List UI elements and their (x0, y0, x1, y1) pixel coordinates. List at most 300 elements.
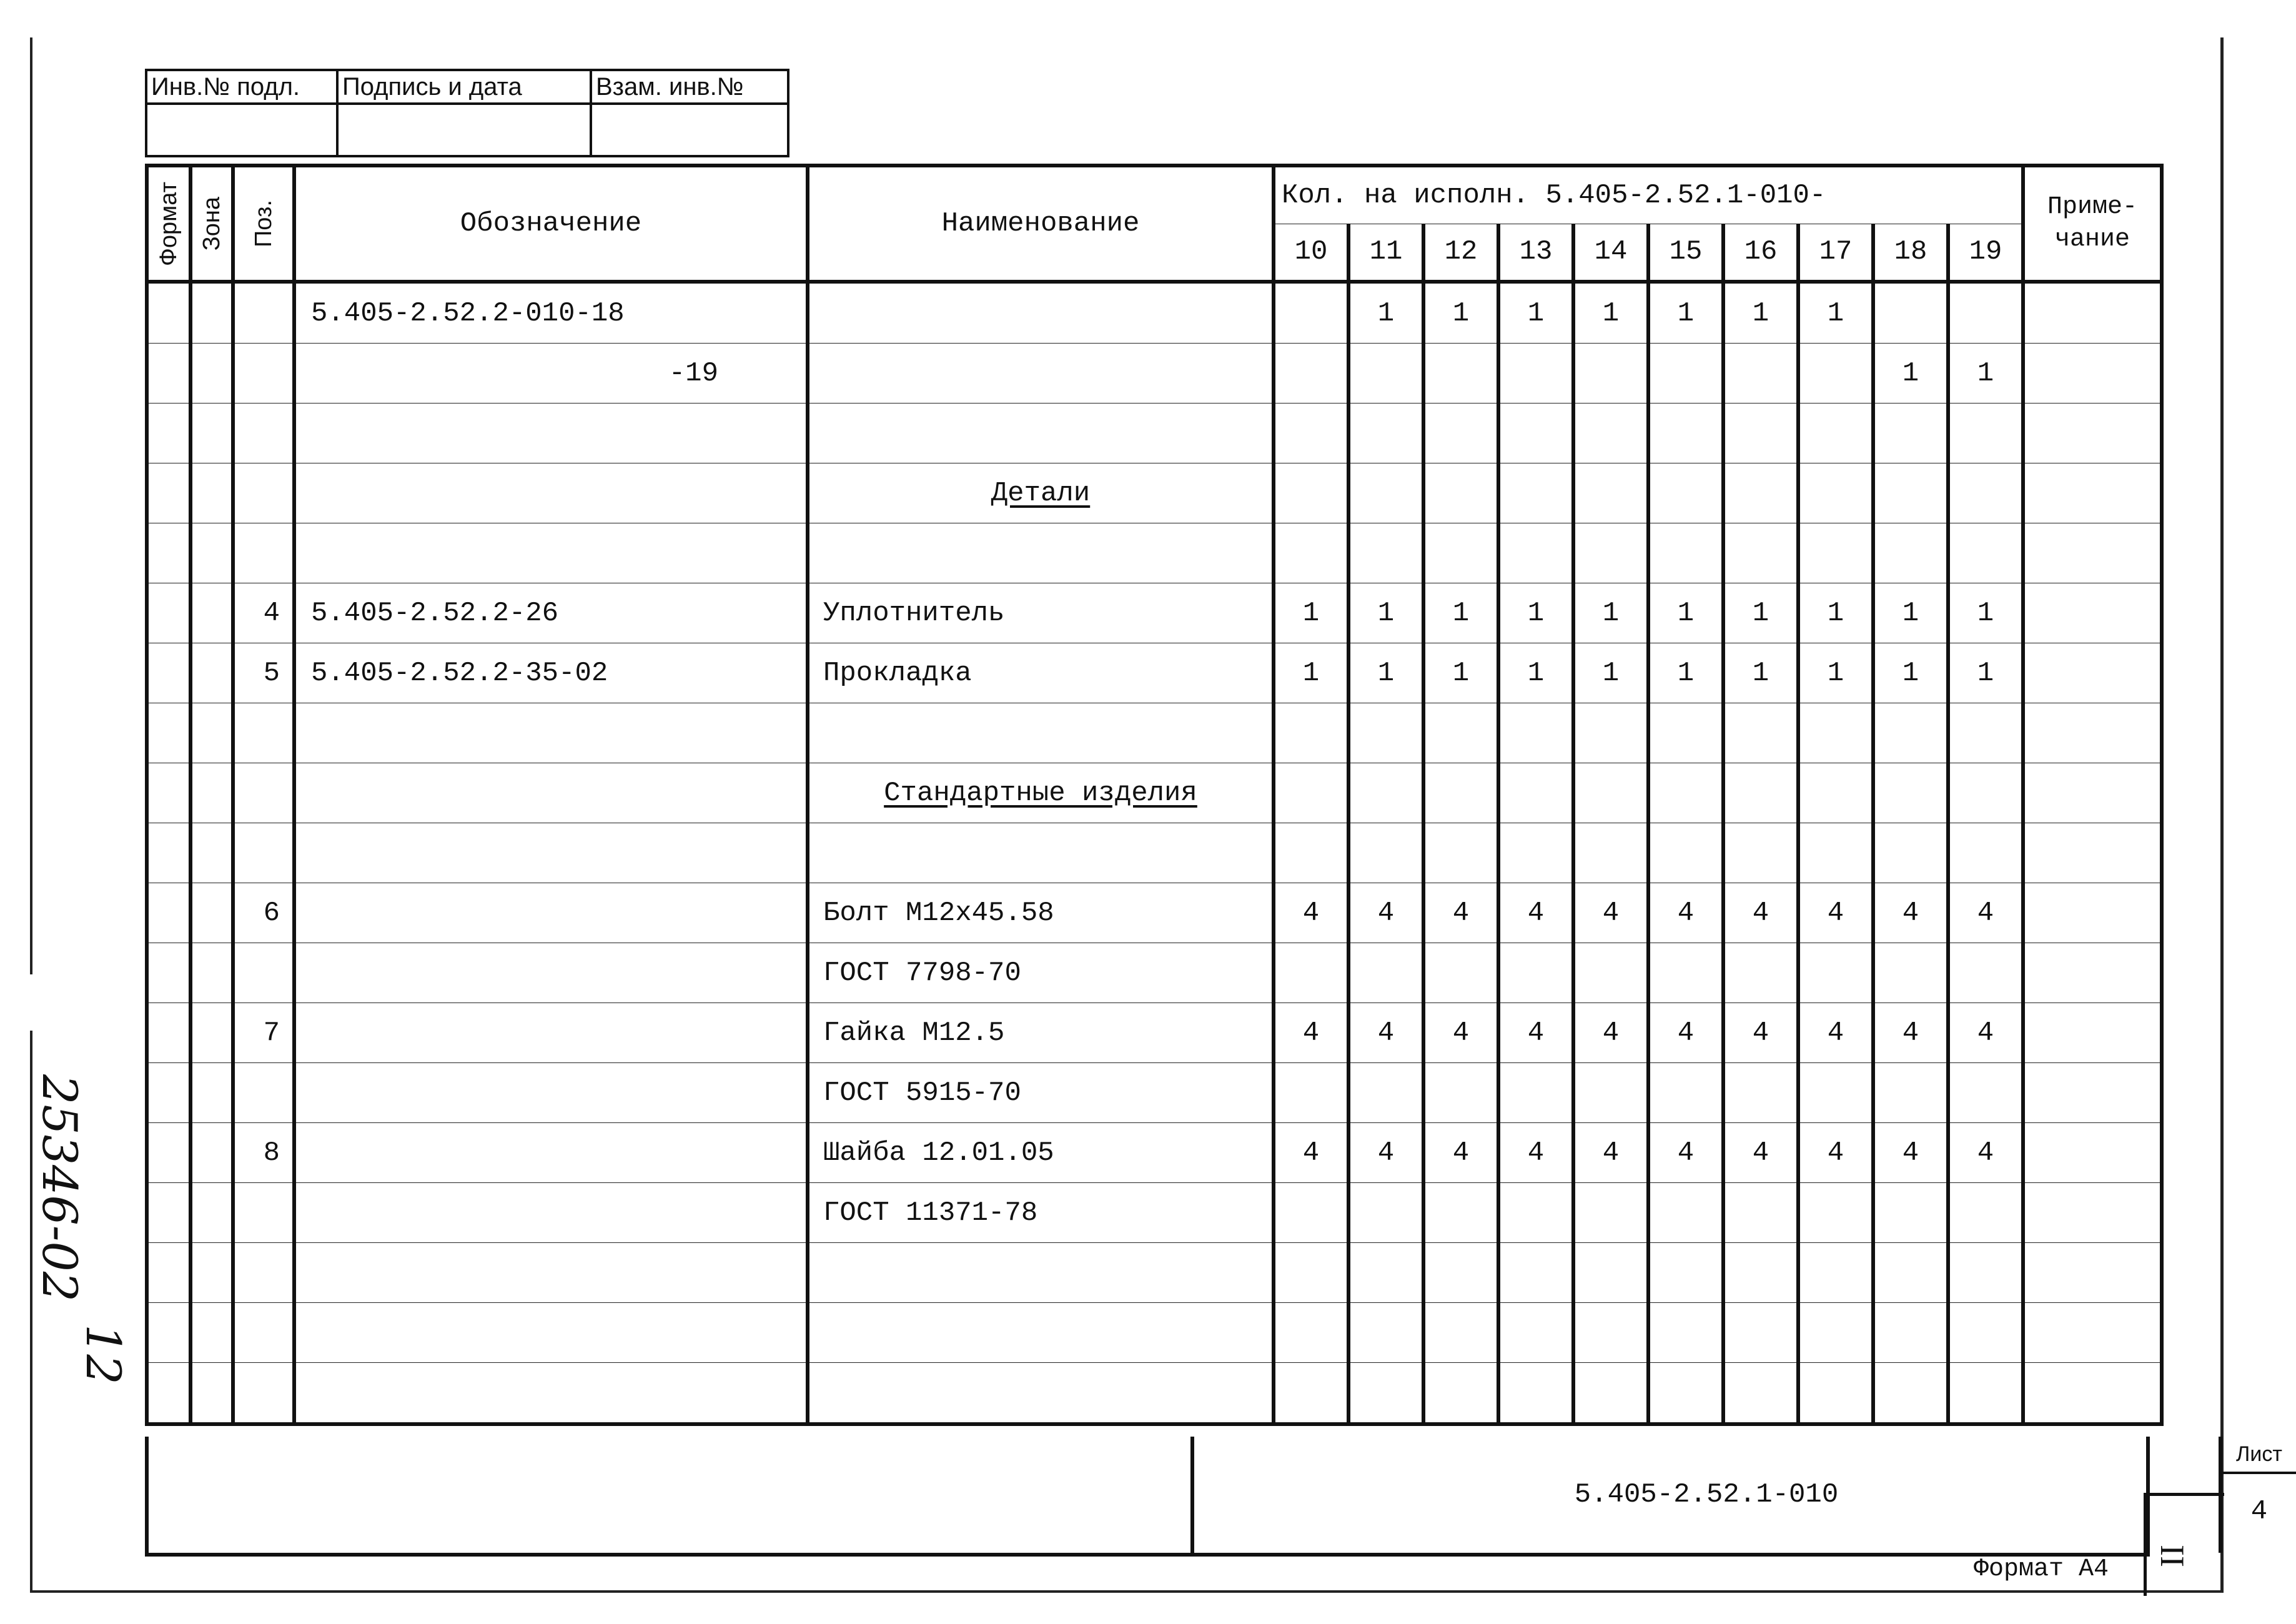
cell-note (2023, 463, 2162, 523)
cell-qty-19: 1 (1948, 583, 2023, 643)
cell-qty-13 (1498, 1063, 1573, 1123)
cell-qty-19 (1948, 282, 2023, 344)
cell-qty-10 (1274, 282, 1348, 344)
cell-note (2023, 523, 2162, 583)
cell-qty-11 (1348, 1303, 1423, 1363)
cell-pos (233, 523, 294, 583)
cell-qty-15 (1648, 463, 1723, 523)
cell-qty-13 (1498, 703, 1573, 763)
cell-qty-15: 4 (1648, 1003, 1723, 1063)
cell-name (808, 823, 1274, 883)
cell-qty-13: 1 (1498, 583, 1573, 643)
cell-qty-10: 1 (1274, 583, 1348, 643)
cell-pos (233, 1063, 294, 1123)
cell-note (2023, 1363, 2162, 1425)
cell-name (808, 1363, 1274, 1425)
cell-name (808, 1243, 1274, 1303)
table-row (147, 703, 2162, 763)
cell-qty-16: 1 (1723, 643, 1798, 703)
variant-header-15: 15 (1648, 224, 1723, 282)
cell-qty-17 (1798, 523, 1873, 583)
cell-pos: 4 (233, 583, 294, 643)
corner-number: II (2153, 1545, 2191, 1567)
cell-qty-11 (1348, 823, 1423, 883)
cell-qty-14 (1573, 943, 1648, 1003)
cell-qty-11 (1348, 404, 1423, 463)
variant-header-18: 18 (1873, 224, 1948, 282)
cell-qty-18 (1873, 1303, 1948, 1363)
cell-qty-16: 1 (1723, 583, 1798, 643)
cell-qty-17: 4 (1798, 1003, 1873, 1063)
cell-designation (294, 1363, 808, 1425)
cell-pos (233, 344, 294, 404)
header-qty-per-variant: Кол. на исполн. 5.405-2.52.1-010- (1274, 166, 2023, 224)
cell-qty-17: 4 (1798, 883, 1873, 943)
cell-note (2023, 404, 2162, 463)
cell-name: Уплотнитель (808, 583, 1274, 643)
header-zone-label: Зона (198, 196, 225, 251)
variant-header-11: 11 (1348, 224, 1423, 282)
cell-zone (191, 1243, 233, 1303)
cell-qty-15: 4 (1648, 883, 1723, 943)
cell-qty-10 (1274, 1063, 1348, 1123)
cell-qty-18 (1873, 943, 1948, 1003)
section-heading: Стандартные изделия (808, 763, 1274, 823)
cell-format (147, 703, 191, 763)
cell-format (147, 1123, 191, 1183)
cell-qty-12 (1423, 763, 1498, 823)
cell-qty-10: 4 (1274, 1003, 1348, 1063)
cell-qty-10 (1274, 703, 1348, 763)
cell-qty-15: 1 (1648, 643, 1723, 703)
cell-note (2023, 763, 2162, 823)
cell-qty-13 (1498, 463, 1573, 523)
cell-qty-17 (1798, 823, 1873, 883)
cell-qty-11 (1348, 523, 1423, 583)
cell-qty-14 (1573, 703, 1648, 763)
cell-qty-14 (1573, 1183, 1648, 1243)
cell-qty-11: 1 (1348, 583, 1423, 643)
cell-name: Гайка М12.5 (808, 1003, 1274, 1063)
cell-qty-12: 4 (1423, 883, 1498, 943)
cell-qty-13 (1498, 763, 1573, 823)
cell-qty-17 (1798, 1303, 1873, 1363)
cell-qty-18: 1 (1873, 583, 1948, 643)
cell-qty-15: 1 (1648, 583, 1723, 643)
cell-designation (294, 1303, 808, 1363)
variant-header-14: 14 (1573, 224, 1648, 282)
cell-qty-16 (1723, 1063, 1798, 1123)
cell-qty-13 (1498, 1303, 1573, 1363)
header-pos (233, 166, 294, 282)
cell-name (808, 703, 1274, 763)
cell-qty-10 (1274, 1303, 1348, 1363)
cell-qty-13: 1 (1498, 282, 1573, 344)
cell-qty-16 (1723, 823, 1798, 883)
cell-qty-12 (1423, 703, 1498, 763)
cell-qty-10 (1274, 344, 1348, 404)
cell-note (2023, 1063, 2162, 1123)
cell-designation (294, 463, 808, 523)
cell-qty-14 (1573, 1363, 1648, 1425)
cell-zone (191, 823, 233, 883)
cell-qty-16 (1723, 943, 1798, 1003)
cell-qty-18: 4 (1873, 883, 1948, 943)
cell-qty-11 (1348, 763, 1423, 823)
frame-right-line (2220, 37, 2224, 1593)
approval-stamp (145, 69, 789, 157)
cell-zone (191, 1123, 233, 1183)
cell-format (147, 943, 191, 1003)
cell-qty-12: 1 (1423, 282, 1498, 344)
cell-qty-17 (1798, 1183, 1873, 1243)
cell-designation (294, 763, 808, 823)
cell-qty-15 (1648, 1363, 1723, 1425)
cell-pos: 6 (233, 883, 294, 943)
cell-qty-14: 1 (1573, 643, 1648, 703)
cell-qty-17 (1798, 1363, 1873, 1425)
cell-qty-14 (1573, 1243, 1648, 1303)
cell-note (2023, 823, 2162, 883)
variant-header-10: 10 (1274, 224, 1348, 282)
table-row (147, 943, 2162, 1003)
cell-pos (233, 1183, 294, 1243)
frame-left-line (30, 37, 32, 974)
cell-qty-15 (1648, 763, 1723, 823)
cell-designation: -19 (294, 344, 808, 404)
cell-format (147, 1063, 191, 1123)
cell-format (147, 282, 191, 344)
cell-qty-14: 4 (1573, 883, 1648, 943)
sheet-box (2219, 1437, 2296, 1553)
document-code: 5.405-2.52.1-010 (1574, 1479, 1839, 1510)
cell-note (2023, 583, 2162, 643)
cell-qty-19 (1948, 1063, 2023, 1123)
cell-qty-18 (1873, 523, 1948, 583)
cell-designation (294, 523, 808, 583)
cell-qty-15 (1648, 1243, 1723, 1303)
cell-qty-16 (1723, 763, 1798, 823)
table-row (147, 404, 2162, 463)
cell-note (2023, 943, 2162, 1003)
stamp-header-inv-orig: Инв.№ подл. (146, 70, 337, 104)
cell-qty-18 (1873, 703, 1948, 763)
cell-qty-19 (1948, 1303, 2023, 1363)
sheet-number: 4 (2250, 1496, 2268, 1527)
cell-qty-18: 1 (1873, 344, 1948, 404)
cell-format (147, 523, 191, 583)
cell-qty-14 (1573, 404, 1648, 463)
cell-qty-18 (1873, 1063, 1948, 1123)
cell-pos: 8 (233, 1123, 294, 1183)
cell-note (2023, 1003, 2162, 1063)
cell-qty-12 (1423, 344, 1498, 404)
cell-qty-13 (1498, 1243, 1573, 1303)
stamp-header-inv-replace: Взам. инв.№ (591, 70, 788, 104)
header-pos-label: Поз. (250, 200, 277, 247)
stamp-value-inv-orig (146, 104, 337, 156)
cell-note (2023, 282, 2162, 344)
cell-designation (294, 943, 808, 1003)
cell-name: ГОСТ 11371-78 (808, 1183, 1274, 1243)
cell-qty-18 (1873, 404, 1948, 463)
cell-qty-17 (1798, 1243, 1873, 1303)
cell-qty-17 (1798, 943, 1873, 1003)
cell-qty-16 (1723, 1363, 1798, 1425)
cell-qty-18 (1873, 282, 1948, 344)
variant-header-13: 13 (1498, 224, 1573, 282)
cell-qty-19 (1948, 1363, 2023, 1425)
cell-qty-11 (1348, 1183, 1423, 1243)
cell-qty-10 (1274, 1243, 1348, 1303)
cell-note (2023, 883, 2162, 943)
sheet-label: Лист (2222, 1437, 2296, 1474)
cell-qty-14 (1573, 1303, 1648, 1363)
cell-note (2023, 703, 2162, 763)
cell-qty-10 (1274, 404, 1348, 463)
cell-zone (191, 1063, 233, 1123)
cell-qty-15 (1648, 523, 1723, 583)
cell-qty-16 (1723, 344, 1798, 404)
variant-header-19: 19 (1948, 224, 2023, 282)
cell-designation: 5.405-2.52.2-35-02 (294, 643, 808, 703)
cell-zone (191, 763, 233, 823)
cell-qty-11 (1348, 703, 1423, 763)
cell-designation (294, 1123, 808, 1183)
cell-qty-17 (1798, 404, 1873, 463)
cell-qty-12 (1423, 1363, 1498, 1425)
cell-pos (233, 463, 294, 523)
cell-qty-16 (1723, 463, 1798, 523)
cell-name (808, 1303, 1274, 1363)
table-row (147, 1363, 2162, 1425)
cell-qty-19 (1948, 463, 2023, 523)
cell-note (2023, 643, 2162, 703)
cell-qty-17: 1 (1798, 282, 1873, 344)
cell-zone (191, 943, 233, 1003)
cell-qty-12: 1 (1423, 583, 1498, 643)
cell-zone (191, 282, 233, 344)
cell-zone (191, 523, 233, 583)
cell-qty-12 (1423, 1183, 1498, 1243)
cell-qty-12: 4 (1423, 1003, 1498, 1063)
table-row (147, 823, 2162, 883)
cell-qty-10 (1274, 1183, 1348, 1243)
variant-header-12: 12 (1423, 224, 1498, 282)
table-row (147, 1123, 2162, 1183)
cell-format (147, 583, 191, 643)
cell-zone (191, 1303, 233, 1363)
cell-qty-15 (1648, 943, 1723, 1003)
cell-zone (191, 703, 233, 763)
cell-qty-18 (1873, 1363, 1948, 1425)
cell-pos (233, 1363, 294, 1425)
cell-qty-18 (1873, 463, 1948, 523)
cell-qty-15 (1648, 703, 1723, 763)
cell-qty-15 (1648, 1183, 1723, 1243)
handwritten-inventory-number: 25346-02 (32, 1074, 87, 1302)
cell-qty-14 (1573, 463, 1648, 523)
cell-designation: 5.405-2.52.2-26 (294, 583, 808, 643)
cell-qty-19: 4 (1948, 883, 2023, 943)
cell-qty-12 (1423, 1243, 1498, 1303)
cell-qty-19: 1 (1948, 643, 2023, 703)
cell-name: Прокладка (808, 643, 1274, 703)
cell-qty-11: 1 (1348, 282, 1423, 344)
cell-qty-13 (1498, 1363, 1573, 1425)
format-label: Формат А4 (1974, 1555, 2109, 1583)
cell-name: Шайба 12.01.05 (808, 1123, 1274, 1183)
cell-note (2023, 1123, 2162, 1183)
cell-qty-17: 4 (1798, 1123, 1873, 1183)
header-name: Наименование (808, 166, 1274, 282)
cell-qty-11 (1348, 943, 1423, 1003)
cell-name (808, 344, 1274, 404)
cell-format (147, 404, 191, 463)
header-zone (191, 166, 233, 282)
cell-designation (294, 703, 808, 763)
cell-qty-19: 1 (1948, 344, 2023, 404)
cell-qty-15 (1648, 1063, 1723, 1123)
cell-qty-16 (1723, 1303, 1798, 1363)
cell-qty-16 (1723, 523, 1798, 583)
cell-qty-19 (1948, 523, 2023, 583)
cell-qty-16: 1 (1723, 282, 1798, 344)
cell-qty-17: 1 (1798, 643, 1873, 703)
cell-qty-17 (1798, 1063, 1873, 1123)
cell-qty-14 (1573, 763, 1648, 823)
cell-qty-10 (1274, 763, 1348, 823)
cell-qty-14: 4 (1573, 1123, 1648, 1183)
cell-qty-13 (1498, 404, 1573, 463)
table-row (147, 1003, 2162, 1063)
cell-qty-16 (1723, 1243, 1798, 1303)
cell-qty-15 (1648, 344, 1723, 404)
cell-format (147, 1243, 191, 1303)
cell-qty-19 (1948, 404, 2023, 463)
header-note: Приме- чание (2023, 166, 2162, 282)
cell-designation (294, 823, 808, 883)
cell-qty-10: 1 (1274, 643, 1348, 703)
table-row (147, 282, 2162, 344)
cell-qty-14: 1 (1573, 282, 1648, 344)
cell-qty-12 (1423, 523, 1498, 583)
cell-format (147, 463, 191, 523)
specification-table (145, 164, 2164, 1426)
cell-qty-12: 4 (1423, 1123, 1498, 1183)
cell-qty-11: 4 (1348, 1003, 1423, 1063)
cell-qty-11: 4 (1348, 883, 1423, 943)
cell-zone (191, 463, 233, 523)
cell-qty-19 (1948, 703, 2023, 763)
cell-qty-13: 4 (1498, 1003, 1573, 1063)
cell-qty-17: 1 (1798, 583, 1873, 643)
cell-qty-19 (1948, 823, 2023, 883)
cell-qty-13 (1498, 943, 1573, 1003)
cell-designation (294, 883, 808, 943)
cell-note (2023, 1243, 2162, 1303)
cell-qty-18 (1873, 763, 1948, 823)
cell-qty-19 (1948, 1183, 2023, 1243)
cell-qty-16: 4 (1723, 1003, 1798, 1063)
cell-qty-16: 4 (1723, 883, 1798, 943)
variant-header-16: 16 (1723, 224, 1798, 282)
cell-qty-17 (1798, 463, 1873, 523)
cell-qty-13: 4 (1498, 1123, 1573, 1183)
cell-qty-16 (1723, 703, 1798, 763)
cell-qty-13 (1498, 823, 1573, 883)
cell-qty-11 (1348, 1363, 1423, 1425)
cell-zone (191, 883, 233, 943)
cell-qty-14 (1573, 344, 1648, 404)
cell-format (147, 763, 191, 823)
cell-qty-17 (1798, 703, 1873, 763)
cell-qty-17 (1798, 344, 1873, 404)
cell-qty-13 (1498, 344, 1573, 404)
cell-qty-10 (1274, 943, 1348, 1003)
cell-qty-10: 4 (1274, 1123, 1348, 1183)
cell-qty-10 (1274, 463, 1348, 523)
cell-qty-10 (1274, 523, 1348, 583)
cell-qty-18 (1873, 1243, 1948, 1303)
stamp-value-inv-replace (591, 104, 788, 156)
cell-designation (294, 404, 808, 463)
cell-qty-16: 4 (1723, 1123, 1798, 1183)
cell-qty-12: 1 (1423, 643, 1498, 703)
cell-format (147, 823, 191, 883)
cell-pos (233, 404, 294, 463)
cell-name: ГОСТ 7798-70 (808, 943, 1274, 1003)
table-row (147, 643, 2162, 703)
cell-qty-12 (1423, 463, 1498, 523)
cell-qty-19: 4 (1948, 1003, 2023, 1063)
cell-format (147, 344, 191, 404)
cell-pos (233, 703, 294, 763)
table-row (147, 523, 2162, 583)
cell-zone (191, 1363, 233, 1425)
cell-format (147, 1303, 191, 1363)
cell-zone (191, 1183, 233, 1243)
cell-qty-15 (1648, 404, 1723, 463)
cell-qty-12 (1423, 1063, 1498, 1123)
cell-qty-18: 1 (1873, 643, 1948, 703)
cell-qty-10 (1274, 1363, 1348, 1425)
cell-designation (294, 1243, 808, 1303)
cell-zone (191, 1003, 233, 1063)
stamp-header-signature: Подпись и дата (337, 70, 591, 104)
cell-qty-15 (1648, 823, 1723, 883)
cell-pos (233, 823, 294, 883)
cell-pos (233, 1303, 294, 1363)
cell-qty-16 (1723, 1183, 1798, 1243)
cell-designation (294, 1063, 808, 1123)
cell-qty-11 (1348, 344, 1423, 404)
cell-qty-12 (1423, 1303, 1498, 1363)
header-designation: Обозначение (294, 166, 808, 282)
cell-qty-14 (1573, 1063, 1648, 1123)
table-row (147, 1303, 2162, 1363)
cell-note (2023, 1183, 2162, 1243)
header-format-label: Формат (155, 181, 182, 266)
cell-qty-13: 4 (1498, 883, 1573, 943)
cell-note (2023, 344, 2162, 404)
cell-qty-14: 1 (1573, 583, 1648, 643)
cell-note (2023, 1303, 2162, 1363)
cell-qty-13: 1 (1498, 643, 1573, 703)
cell-qty-14 (1573, 523, 1648, 583)
table-row (147, 1183, 2162, 1243)
cell-pos: 7 (233, 1003, 294, 1063)
